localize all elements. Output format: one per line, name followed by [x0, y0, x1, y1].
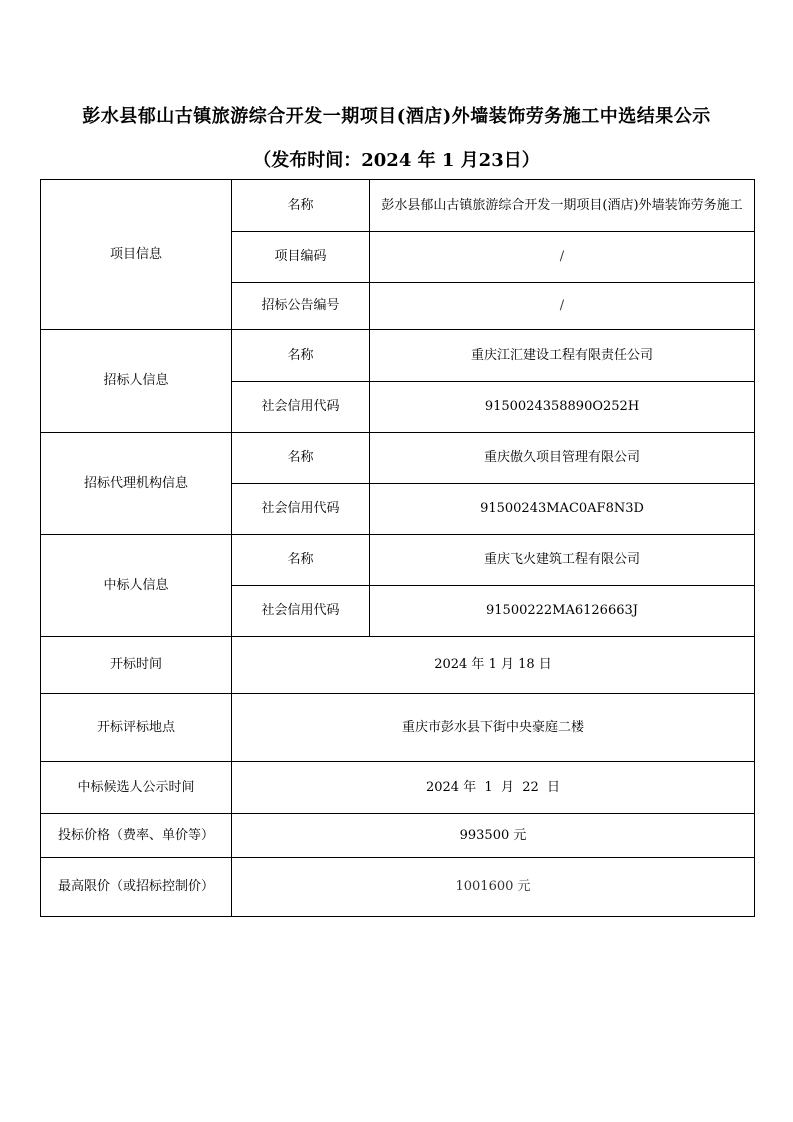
- tenderer-name-row: [41, 330, 755, 382]
- opening-time-row: [41, 637, 755, 694]
- agency-credit-value: 91500243MAC0AF8N3D: [370, 484, 755, 535]
- agency-name-value: 重庆傲久项目管理有限公司: [370, 433, 755, 484]
- location-label: 开标评标地点: [41, 694, 232, 762]
- winner-name-value: 重庆飞火建筑工程有限公司: [370, 535, 755, 586]
- agency-name-row: [41, 433, 755, 484]
- winner-credit-label: 社会信用代码: [232, 586, 370, 637]
- project-code-value: /: [370, 232, 755, 283]
- project-info-label: 项目信息: [41, 180, 232, 330]
- agency-info-label: 招标代理机构信息: [41, 433, 232, 535]
- publicity-time-row: [41, 762, 755, 814]
- publicity-time-value: 2024 年 1 月 22 日: [232, 762, 755, 814]
- notice-number-label: 招标公告编号: [232, 283, 370, 330]
- winner-name-row: [41, 535, 755, 586]
- winner-credit-value: 91500222MA6126663J: [370, 586, 755, 637]
- max-price-label: 最高限价（或招标控制价）: [41, 858, 232, 917]
- result-table: [40, 179, 755, 917]
- publicity-time-label: 中标候选人公示时间: [41, 762, 232, 814]
- tenderer-credit-value: 9150024358890O252H: [370, 382, 755, 433]
- winner-name-label: 名称: [232, 535, 370, 586]
- opening-time-label: 开标时间: [41, 637, 232, 694]
- bid-price-label: 投标价格（费率、单价等）: [41, 814, 232, 858]
- project-name-label: 名称: [232, 180, 370, 232]
- project-name-value: 彭水县郁山古镇旅游综合开发一期项目(酒店)外墙装饰劳务施工: [370, 180, 755, 232]
- tenderer-name-value: 重庆江汇建设工程有限责任公司: [370, 330, 755, 382]
- tenderer-credit-label: 社会信用代码: [232, 382, 370, 433]
- bid-price-row: [41, 814, 755, 858]
- agency-name-label: 名称: [232, 433, 370, 484]
- notice-number-value: /: [370, 283, 755, 330]
- tenderer-info-label: 招标人信息: [41, 330, 232, 433]
- tenderer-name-label: 名称: [232, 330, 370, 382]
- opening-time-value: 2024 年 1 月 18 日: [232, 637, 755, 694]
- agency-credit-label: 社会信用代码: [232, 484, 370, 535]
- project-name-row: [41, 180, 755, 232]
- publish-date: （发布时间：2024 年 1 月23日）: [253, 150, 540, 171]
- location-row: [41, 694, 755, 762]
- bid-price-value: 993500 元: [232, 814, 755, 858]
- document-title: 彭水县郁山古镇旅游综合开发一期项目(酒店)外墙装饰劳务施工中选结果公示: [82, 106, 711, 127]
- max-price-value: 1001600 元: [232, 858, 755, 917]
- max-price-row: [41, 858, 755, 917]
- winner-info-label: 中标人信息: [41, 535, 232, 637]
- location-value: 重庆市彭水县下街中央豪庭二楼: [232, 694, 755, 762]
- project-code-label: 项目编码: [232, 232, 370, 283]
